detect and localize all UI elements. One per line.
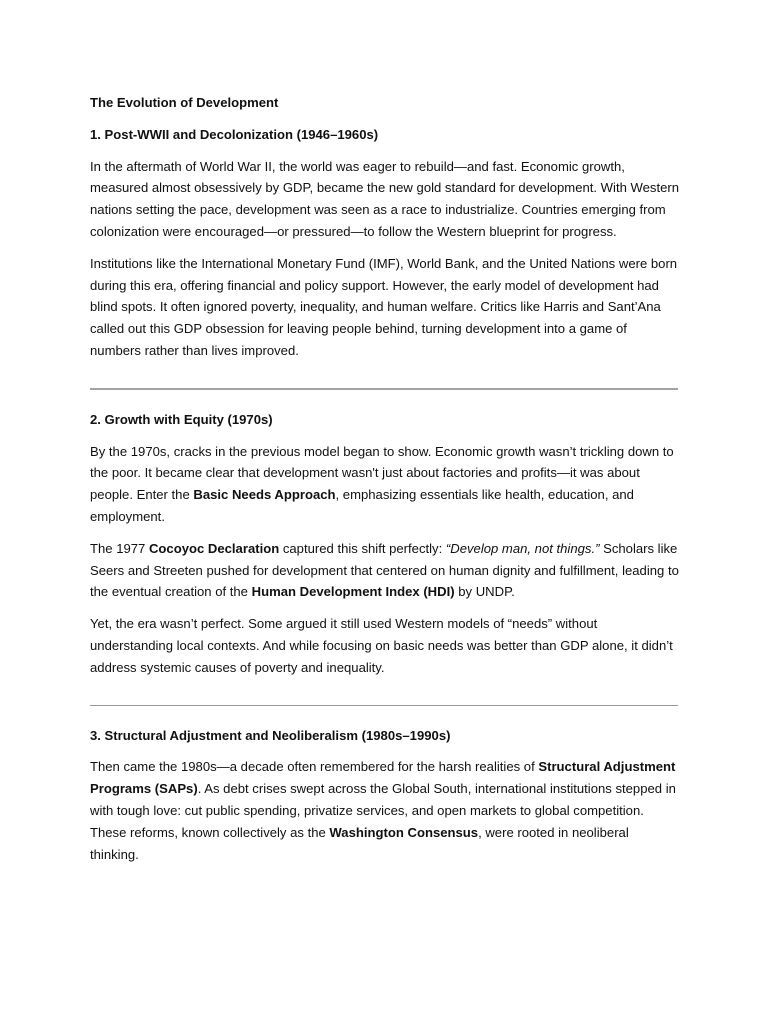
italic-quote: “Develop man, not things.” [445,540,600,556]
text-run: The 1977 [90,540,149,556]
section-divider [90,705,678,706]
document-body [90,92,680,875]
text-run: Scholars like Seers and Streeten pushed for development that centered on human dignity and fulfillment, leading to the eventual creation of the [90,540,679,600]
section-2-paragraph-2 [90,538,680,603]
text-run: captured this shift perfectly: [279,540,446,556]
bold-term-saps: Structural Adjustment Programs (SAPs) [90,759,676,797]
section-3-heading: 3. Structural Adjustment and Neoliberalism (1980s–1990s) [90,727,451,743]
section-2-paragraph-1 [90,441,680,528]
section-1-paragraph-1: In the aftermath of World War II, the world was eager to rebuild—and fast. Economic growth, measured almost obsessively by GDP, became the new gold standard for development. With Western nations setting the pace, development was seen as a race to industrialize. Countries emerging from colonization were encouraged—or pressured—to follow the Western blueprint for progress. [90,158,680,239]
text-run: , were rooted in neoliberal thinking. [90,824,629,862]
text-run: By the 1970s, cracks in the previous model began to show. Economic growth wasn’t trickling down to the poor. It became clear that development wasn't just about factories and profits—it was about people. Enter the [90,443,674,503]
bold-term-basic-needs-approach: Basic Needs Approach [193,487,336,503]
document-title: The Evolution of Development [90,95,279,110]
text-run: by UNDP. [454,584,515,600]
section-2-heading: 2. Growth with Equity (1970s) [90,411,273,427]
text-run: Then came the 1980s—a decade often remembered for the harsh realities of [90,759,539,775]
text-run: . As debt crises swept across the Global South, international institutions stepped in with tough love: cut public spending, privatize services, and open markets to global competition. These reforms, known collectively as the [90,781,676,840]
section-2-paragraph-3: Yet, the era wasn’t perfect. Some argued it still used Western models of “needs” without understanding local contexts. And while focusing on basic needs was better than GDP alone, it didn’t address systemic causes of poverty and inequality. [90,616,673,675]
section-1-paragraph-2: Institutions like the International Monetary Fund (IMF), World Bank, and the United Nations were born during this era, offering financial and policy support. However, the early model of development had blind spots. It often ignored poverty, inequality, and human welfare. Critics like Harris and Sant’Ana called out this GDP obsession for leaving people behind, turning development into a game of numbers rather than lives improved. [90,255,678,358]
section-divider [90,388,678,390]
bold-term-hdi: Human Development Index (HDI) [251,584,455,600]
bold-term-cocoyoc-declaration: Cocoyoc Declaration [148,540,280,556]
section-1-heading: 1. Post-WWII and Decolonization (1946–1960s) [90,126,379,142]
section-3-paragraph-1 [90,756,680,865]
bold-term-washington-consensus: Washington Consensus [329,824,479,840]
text-run: , emphasizing essentials like health, education, and employment. [90,487,634,524]
